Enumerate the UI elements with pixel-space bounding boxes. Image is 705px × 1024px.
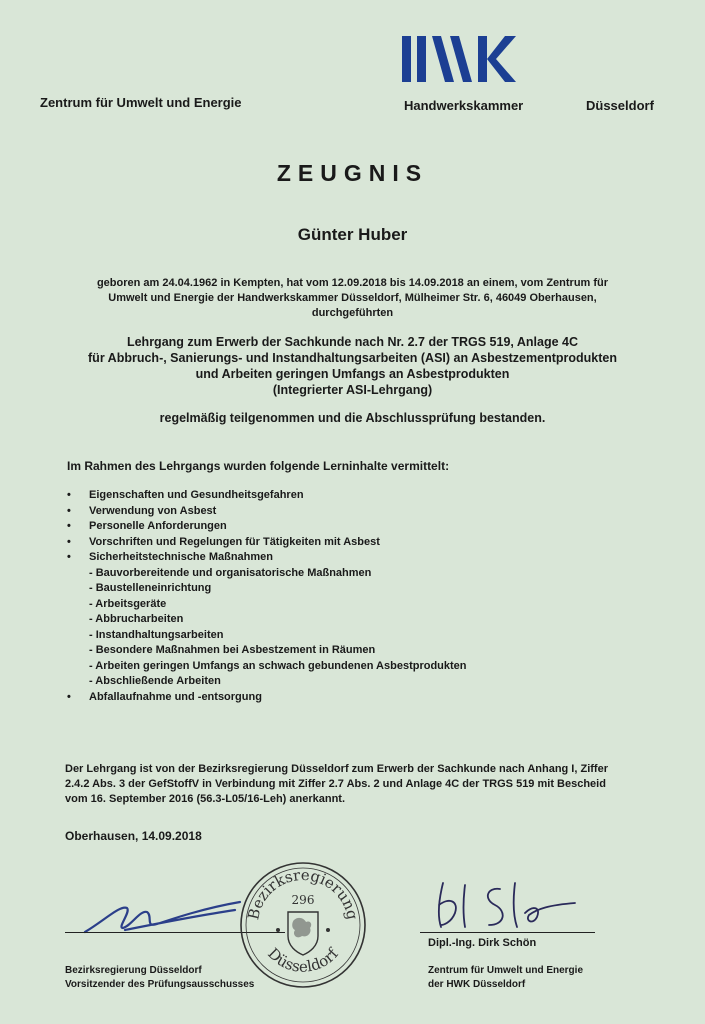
place-date: Oberhausen, 14.09.2018 (65, 829, 202, 843)
list-item: • Eigenschaften und Gesundheitsgefahren (67, 488, 467, 504)
list-item: • Abfallaufnahme und -entsorgung (67, 690, 467, 706)
intro-line: Umwelt und Energie der Handwerkskammer Düsseldorf, Mülheimer Str. 6, 46049 Oberhausen, (108, 292, 597, 304)
course-line: Lehrgang zum Erwerb der Sachkunde nach Nr. 2.7 der TRGS 519, Anlage 4C (126, 335, 579, 349)
sub-list-item: - Baustelleneinrichtung (89, 582, 212, 594)
course-title (60, 334, 645, 398)
approval-line: 2.4.2 Abs. 3 der GefStoffV in Verbindung mit Ziffer 2.7 Abs. 2 und Anlage 4C der TRGS 519 mit Bescheid (65, 778, 606, 790)
bullet-icon: • (67, 535, 71, 548)
seal-top-text: Bezirksregierung (244, 865, 362, 922)
official-seal (238, 860, 368, 990)
list-item: • Verwendung von Asbest (67, 504, 467, 520)
sub-list-item: - Abbrucharbeiten (89, 613, 184, 625)
sub-list-item: - Bauvorbereitende und organisatorische Maßnahmen (89, 566, 372, 579)
intro-line: durchgeführten (311, 307, 394, 319)
document-title: ZEUGNIS (276, 160, 429, 186)
topics-list (67, 488, 467, 705)
approval-line: vom 16. September 2016 (56.3-L05/16-Leh) anerkannt. (65, 793, 346, 805)
list-item: • Vorschriften und Regelungen für Tätigkeiten mit Asbest (67, 535, 467, 551)
seal-number: 296 (291, 893, 315, 907)
signature-right (425, 875, 585, 935)
header-organization: Zentrum für Umwelt und Energie (40, 95, 242, 110)
signer-right-caption: Zentrum für Umwelt und Energie der HWK Düsseldorf (428, 965, 584, 990)
bullet-icon: • (67, 520, 71, 532)
sub-list-item: - Instandhaltungsarbeiten (89, 628, 224, 641)
sub-list-item: - Arbeiten geringen Umfangs an schwach gebundenen Asbestprodukten (89, 659, 467, 672)
seal-bottom-text: Düsseldorf (264, 944, 342, 976)
intro-paragraph (70, 276, 635, 321)
signature-line-right (420, 932, 595, 933)
bullet-icon: • (67, 551, 71, 563)
course-line: und Arbeiten geringen Umfangs an Asbestprodukten (195, 367, 510, 381)
sub-list-item: - Besondere Maßnahmen bei Asbestzement in Räumen (89, 644, 376, 656)
passed-statement: regelmäßig teilgenommen und die Abschlussprüfung bestanden. (159, 411, 546, 425)
svg-text:Düsseldorf (264, 944, 343, 976)
list-item: • Sicherheitstechnische Maßnahmen (67, 550, 467, 566)
header-city: Düsseldorf (586, 98, 654, 113)
intro-line: geboren am 24.04.1962 in Kempten, hat vom 12.09.2018 bis 14.09.2018 an einem, vom Zentrum für (96, 277, 609, 289)
bullet-icon: • (67, 504, 71, 517)
signer-right-name: Dipl.-Ing. Dirk Schön (428, 937, 537, 949)
bullet-icon: • (67, 489, 71, 501)
bullet-icon: • (67, 690, 71, 703)
sub-list-item: - Arbeitsgeräte (89, 597, 167, 610)
recipient-name: Günter Huber (297, 225, 408, 244)
contents-heading: Im Rahmen des Lehrgangs wurden folgende Lerninhalte vermittelt: (67, 459, 450, 473)
course-line: (Integrierter ASI-Lehrgang) (272, 383, 433, 397)
list-item: • Personelle Anforderungen (67, 519, 467, 535)
approval-line: Der Lehrgang ist von der Bezirksregierung Düsseldorf zum Erwerb der Sachkunde nach Anhang I, Ziffer (65, 763, 608, 775)
sub-list-item: - Abschließende Arbeiten (89, 675, 221, 687)
signer-left-caption: Bezirksregierung Düsseldorf Vorsitzender des Prüfungsausschusses (65, 965, 255, 990)
hwk-logo (400, 36, 516, 82)
course-line: für Abbruch-, Sanierungs- und Instandhaltungsarbeiten (ASI) an Asbestzementprodukten (88, 351, 617, 365)
header-chamber: Handwerkskammer (404, 98, 524, 113)
approval-paragraph (65, 762, 655, 807)
